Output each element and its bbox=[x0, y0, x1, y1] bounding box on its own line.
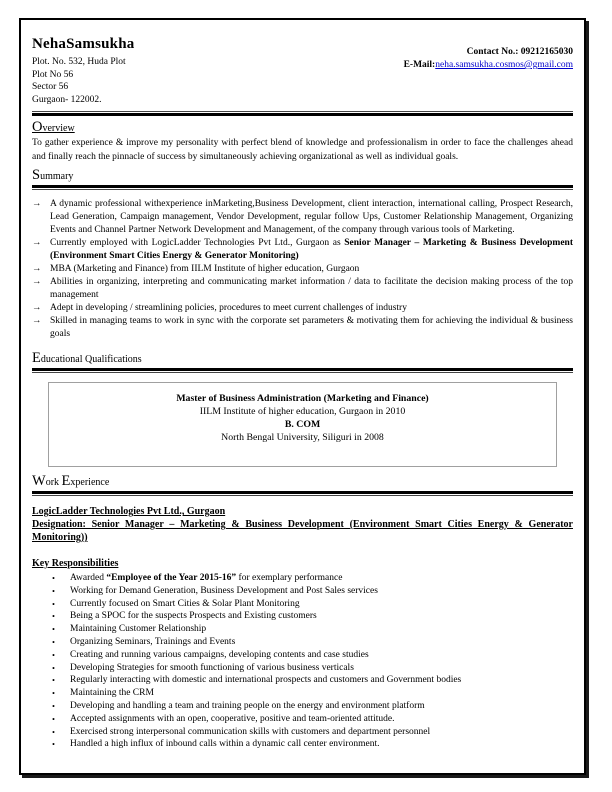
responsibility-item bbox=[50, 738, 573, 751]
responsibility-item bbox=[50, 585, 573, 598]
responsibility-item bbox=[50, 687, 573, 700]
arrow-bullet-icon: → bbox=[32, 199, 42, 209]
responsibility-item bbox=[50, 713, 573, 726]
summary-item bbox=[32, 302, 573, 315]
dot-bullet-icon: • bbox=[52, 726, 55, 737]
dot-bullet-icon: • bbox=[52, 649, 55, 660]
responsibility-text: Awarded “Employee of the Year 2015-16” for exemplary performance bbox=[70, 573, 343, 583]
responsibility-text: Developing and handling a team and training people on the energy and environment platform bbox=[70, 700, 425, 711]
responsibility-text: Currently focused on Smart Cities & Solar Plant Monitoring bbox=[70, 598, 300, 609]
section-heading-education: Educational Qualifications bbox=[32, 350, 142, 366]
summary-item-text: A dynamic professional withexperience inMarketing,Business Development, client interaction, international calling, Prospect Research, Lead Generation, Campaign management, Vendor Development, regular follow Ups, Customer Relationship Management, Organizing Events and Channel Partner Network Development and Management, of the company through various tools of Marketing. bbox=[50, 199, 573, 235]
responsibility-item bbox=[50, 636, 573, 649]
header-divider bbox=[32, 111, 573, 116]
dot-bullet-icon: • bbox=[52, 700, 55, 711]
education-degree: B. COM bbox=[284, 419, 321, 430]
contact-number: Contact No.: 09212165030 bbox=[466, 47, 573, 57]
responsibility-text: Exercised strong interpersonal communication skills with customers and department personnel bbox=[70, 726, 431, 737]
summary-item bbox=[32, 263, 573, 276]
address-line: Sector 56 bbox=[32, 82, 69, 92]
summary-item-text: Adept in developing / streamlining policies, procedures to meet current challenges of industry bbox=[50, 303, 407, 313]
summary-item-text: Abilities in organizing, interpreting and communicating market information / data to facilitate the decision making process of the top management bbox=[50, 277, 573, 300]
responsibility-text: Being a SPOC for the suspects Prospects and Existing customers bbox=[70, 611, 317, 622]
responsibility-text: Accepted assignments with an open, cooperative, positive and team-oriented attitude. bbox=[70, 713, 395, 724]
responsibilities-list bbox=[50, 572, 573, 751]
responsibility-text: Organizing Seminars, Trainings and Events bbox=[70, 636, 236, 647]
designation-line: Designation: Senior Manager – Marketing & Business Development (Environment Smart Cities Energy & Generator Monitoring)) bbox=[32, 519, 573, 543]
overview-text: To gather experience & improve my personality with perfect blend of knowledge and professionalism in order to face the challenges ahead and finally reach the pinnacle of success by simultaneously achieving organizational as well as individual goals. bbox=[32, 138, 573, 162]
dot-bullet-icon: • bbox=[52, 585, 55, 596]
company-name: LogicLadder Technologies Pvt Ltd., Gurgaon bbox=[32, 506, 226, 517]
responsibility-item bbox=[50, 572, 573, 585]
key-responsibilities-heading: Key Responsibilities bbox=[32, 558, 119, 569]
responsibility-text: Maintaining Customer Relationship bbox=[70, 624, 207, 635]
education-box bbox=[48, 382, 557, 467]
dot-bullet-icon: • bbox=[52, 573, 55, 583]
arrow-bullet-icon: → bbox=[32, 303, 42, 313]
summary-item-text: MBA (Marketing and Finance) from IILM Institute of higher education, Gurgaon bbox=[50, 264, 360, 274]
summary-item bbox=[32, 198, 573, 237]
candidate-name: NehaSamsukha bbox=[32, 36, 135, 52]
summary-item bbox=[32, 276, 573, 302]
email-link[interactable]: neha.samsukha.cosmos@gmail.com bbox=[435, 60, 573, 70]
dot-bullet-icon: • bbox=[52, 739, 55, 750]
section-heading-overview: Overview bbox=[32, 119, 75, 135]
education-institute: IILM Institute of higher education, Gurgaon in 2010 bbox=[199, 406, 406, 417]
responsibility-text: Creating and running various campaigns, developing contents and case studies bbox=[70, 649, 369, 660]
responsibility-text: Developing Strategies for smooth functioning of various business verticals bbox=[70, 662, 354, 673]
responsibility-item bbox=[50, 700, 573, 713]
address-line: Plot. No. 532, Huda Plot bbox=[32, 57, 126, 67]
arrow-bullet-icon: → bbox=[32, 316, 42, 326]
email-row bbox=[404, 59, 573, 72]
education-degree: Master of Business Administration (Marketing and Finance) bbox=[176, 393, 429, 404]
resume-page bbox=[19, 18, 586, 775]
responsibility-item bbox=[50, 674, 573, 687]
contact-block bbox=[404, 46, 573, 72]
dot-bullet-icon: • bbox=[52, 611, 55, 622]
address-line: Gurgaon- 122002. bbox=[32, 94, 102, 105]
summary-item bbox=[32, 315, 573, 341]
responsibility-item bbox=[50, 598, 573, 611]
responsibility-item bbox=[50, 610, 573, 623]
section-heading-work-experience: Work Experience bbox=[32, 473, 110, 489]
dot-bullet-icon: • bbox=[52, 598, 55, 609]
dot-bullet-icon: • bbox=[52, 675, 55, 686]
summary-divider bbox=[32, 185, 573, 190]
arrow-bullet-icon: → bbox=[32, 277, 42, 287]
summary-list bbox=[32, 198, 573, 341]
address-block bbox=[32, 56, 134, 106]
arrow-bullet-icon: → bbox=[32, 264, 42, 274]
responsibility-item bbox=[50, 649, 573, 662]
responsibility-item bbox=[50, 726, 573, 739]
header bbox=[32, 36, 573, 106]
responsibility-text: Working for Demand Generation, Business Development and Post Sales services bbox=[70, 585, 378, 596]
responsibility-text: Regularly interacting with domestic and international prospects and customers and Government bodies bbox=[70, 675, 462, 686]
responsibility-text: Handled a high influx of inbound calls within a dynamic call center environment. bbox=[70, 739, 380, 750]
education-institute: North Bengal University, Siliguri in 2008 bbox=[221, 432, 384, 443]
education-divider bbox=[32, 368, 573, 373]
dot-bullet-icon: • bbox=[52, 662, 55, 673]
dot-bullet-icon: • bbox=[52, 688, 55, 699]
identity-block bbox=[32, 36, 134, 106]
summary-item-text: Skilled in managing teams to work in sync with the corporate set parameters & motivating them for achieving the individual & business goals bbox=[50, 316, 573, 339]
work-divider bbox=[32, 491, 573, 496]
email-label: E-Mail: bbox=[403, 60, 436, 70]
dot-bullet-icon: • bbox=[52, 713, 55, 724]
responsibility-item bbox=[50, 662, 573, 675]
arrow-bullet-icon: → bbox=[32, 238, 42, 248]
responsibility-text: Maintaining the CRM bbox=[70, 688, 154, 699]
dot-bullet-icon: • bbox=[52, 636, 55, 647]
summary-item-text: Currently employed with LogicLadder Technologies Pvt Ltd., Gurgaon as Senior Manager – Marketing & Business Development (Environment Smart Cities Energy & Generator Monitoring) bbox=[50, 238, 573, 261]
section-heading-summary: Summary bbox=[32, 167, 74, 183]
responsibility-item bbox=[50, 623, 573, 636]
summary-item bbox=[32, 237, 573, 263]
address-line: Plot No 56 bbox=[32, 69, 74, 80]
dot-bullet-icon: • bbox=[52, 624, 55, 635]
